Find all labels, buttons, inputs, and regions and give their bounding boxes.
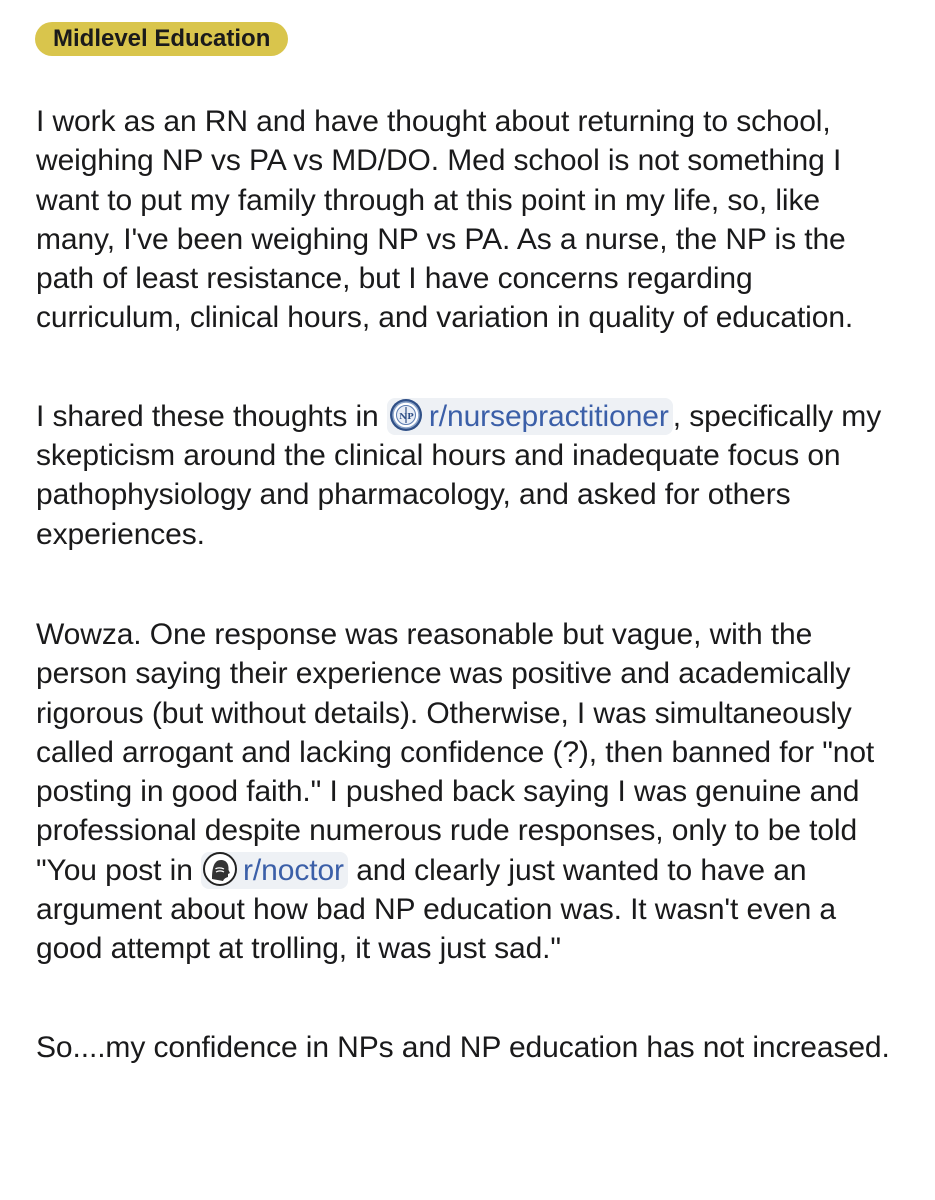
svg-text:P: P xyxy=(407,411,414,422)
post-paragraph xyxy=(36,615,906,969)
paragraph-text: , specifically my skepticism around the clinical hours and inadequate focus on pathophysiology and pharmacology, and asked for others experiences. xyxy=(36,399,882,551)
nurse-practitioner-subreddit-icon xyxy=(389,398,423,432)
subreddit-link-noctor[interactable] xyxy=(201,852,348,889)
svg-text:N: N xyxy=(399,411,407,422)
subreddit-link-label[interactable]: r/noctor xyxy=(243,853,344,887)
post-flair[interactable]: Midlevel Education xyxy=(35,22,288,56)
post-paragraph: So....my confidence in NPs and NP education has not increased. xyxy=(36,1030,890,1064)
paragraph-text: Wowza. One response was reasonable but vague, with the person saying their experience was positive and academically rigorous (but without details). Otherwise, I was simultaneously called arrogant and lacking confidence (?), then banned for "not posting in good faith." I pushed back saying I was genuine and professional despite numerous rude responses, only to be told "You post in xyxy=(36,617,875,887)
post-paragraph: I work as an RN and have thought about returning to school, weighing NP vs PA vs MD/DO. Med school is not something I want to put my family through at this point in my life, so, like many, I've been weighing NP vs PA. As a nurse, the NP is the path of least resistance, but I have concerns regarding curriculum, clinical hours, and variation in quality of education. xyxy=(36,105,854,335)
post-paragraph xyxy=(36,397,906,554)
paragraph-text: I shared these thoughts in xyxy=(36,399,387,433)
subreddit-link-nursepractitioner[interactable] xyxy=(387,398,673,435)
subreddit-link-label[interactable]: r/nursepractitioner xyxy=(428,399,669,433)
post-body xyxy=(36,102,906,1067)
noctor-subreddit-icon xyxy=(203,852,237,886)
paragraph-text: and clearly just wanted to have an argument about how bad NP education was. It wasn't even a good attempt at trolling, it was just sad." xyxy=(36,853,836,966)
